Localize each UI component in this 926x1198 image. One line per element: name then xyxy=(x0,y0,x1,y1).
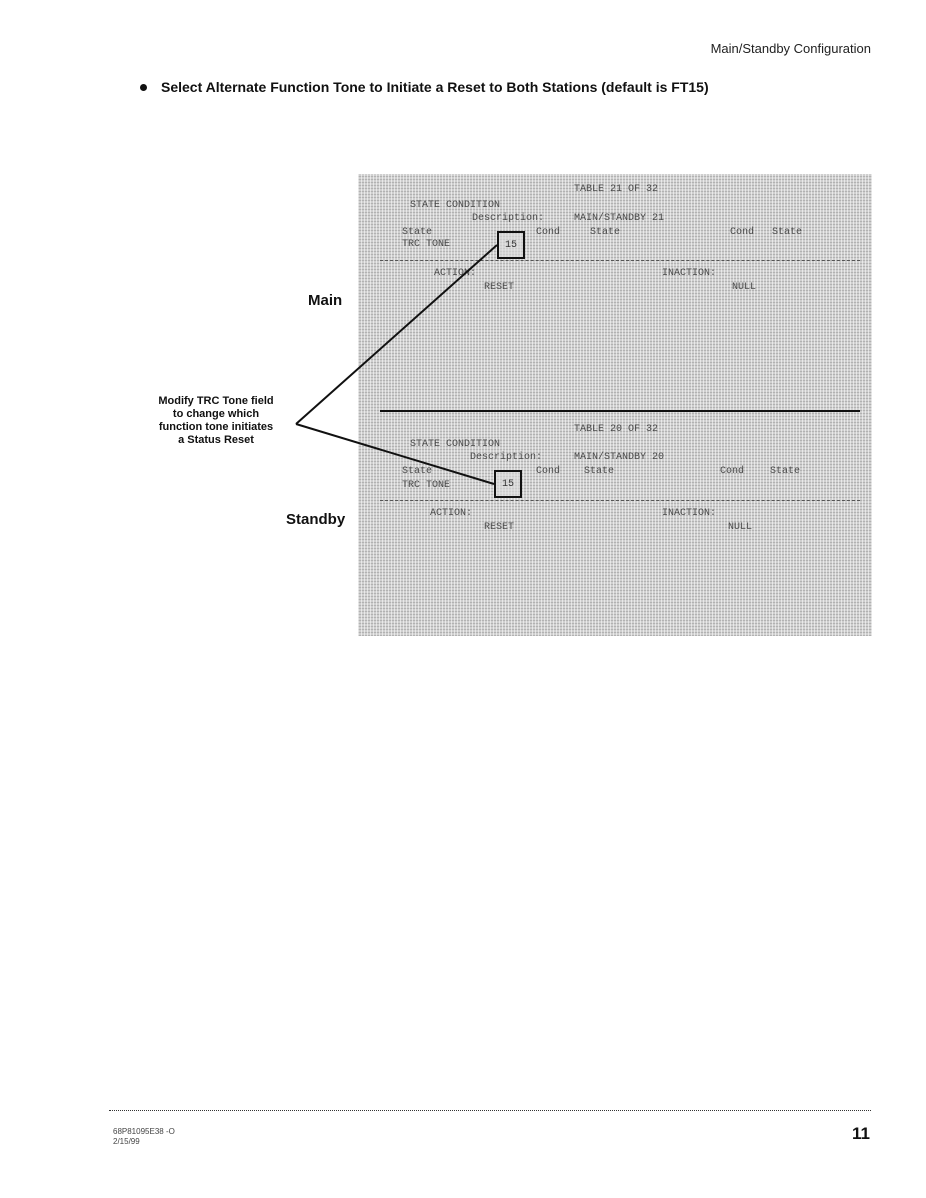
page-number: 11 xyxy=(852,1124,870,1143)
callout-line: function tone initiates xyxy=(158,421,274,433)
main-trc-tone-field[interactable]: 15 xyxy=(497,231,525,259)
standby-action-value: RESET xyxy=(484,522,515,533)
leader-line-main xyxy=(296,245,497,424)
standby-inaction-value: NULL xyxy=(728,522,753,533)
leader-line-standby xyxy=(296,424,494,484)
main-action-label: ACTION: xyxy=(434,268,477,279)
main-trc-label: TRC TONE xyxy=(402,239,451,250)
doc-date: 2/15/99 xyxy=(113,1137,140,1146)
instruction-text: Select Alternate Function Tone to Initiate a Reset to Both Stations (default is FT15) xyxy=(161,79,709,95)
standby-col-cond2: Cond xyxy=(720,466,745,477)
main-description-label: Description: xyxy=(472,213,545,224)
main-col-state: State xyxy=(402,227,433,238)
standby-col-state: State xyxy=(402,466,433,477)
standby-description-value: MAIN/STANDBY 20 xyxy=(574,452,665,463)
standby-label: Standby xyxy=(286,511,346,528)
main-inaction-label: INACTION: xyxy=(662,268,717,279)
standby-col-state2: State xyxy=(584,466,615,477)
main-description-value: MAIN/STANDBY 21 xyxy=(574,213,665,224)
main-inaction-value: NULL xyxy=(732,282,757,293)
standby-inaction-label: INACTION: xyxy=(662,508,717,519)
callout-line: to change which xyxy=(172,408,260,420)
main-col-cond: Cond xyxy=(536,227,561,238)
footer-rule xyxy=(109,1110,871,1111)
callout-line: Modify TRC Tone field xyxy=(158,395,274,407)
main-section-title: STATE CONDITION xyxy=(410,200,501,211)
main-label: Main xyxy=(308,292,343,309)
main-col-state2: State xyxy=(590,227,621,238)
footer-doc-info xyxy=(113,1127,175,1147)
main-col-state3: State xyxy=(772,227,803,238)
main-action-value: RESET xyxy=(484,282,515,293)
standby-col-state3: State xyxy=(770,466,801,477)
standby-col-cond: Cond xyxy=(536,466,561,477)
standby-trc-tone-field[interactable]: 15 xyxy=(494,470,522,498)
doc-id: 68P81095E38 -O xyxy=(113,1127,175,1136)
standby-description-label: Description: xyxy=(470,452,543,463)
main-table-title: TABLE 21 OF 32 xyxy=(574,184,659,195)
standby-section-title: STATE CONDITION xyxy=(410,439,501,450)
standby-trc-label: TRC TONE xyxy=(402,480,451,491)
callout-line: a Status Reset xyxy=(178,434,254,446)
standby-action-label: ACTION: xyxy=(430,508,473,519)
main-col-cond2: Cond xyxy=(730,227,755,238)
standby-table-title: TABLE 20 OF 32 xyxy=(574,424,659,435)
running-header: Main/Standby Configuration xyxy=(710,41,871,56)
